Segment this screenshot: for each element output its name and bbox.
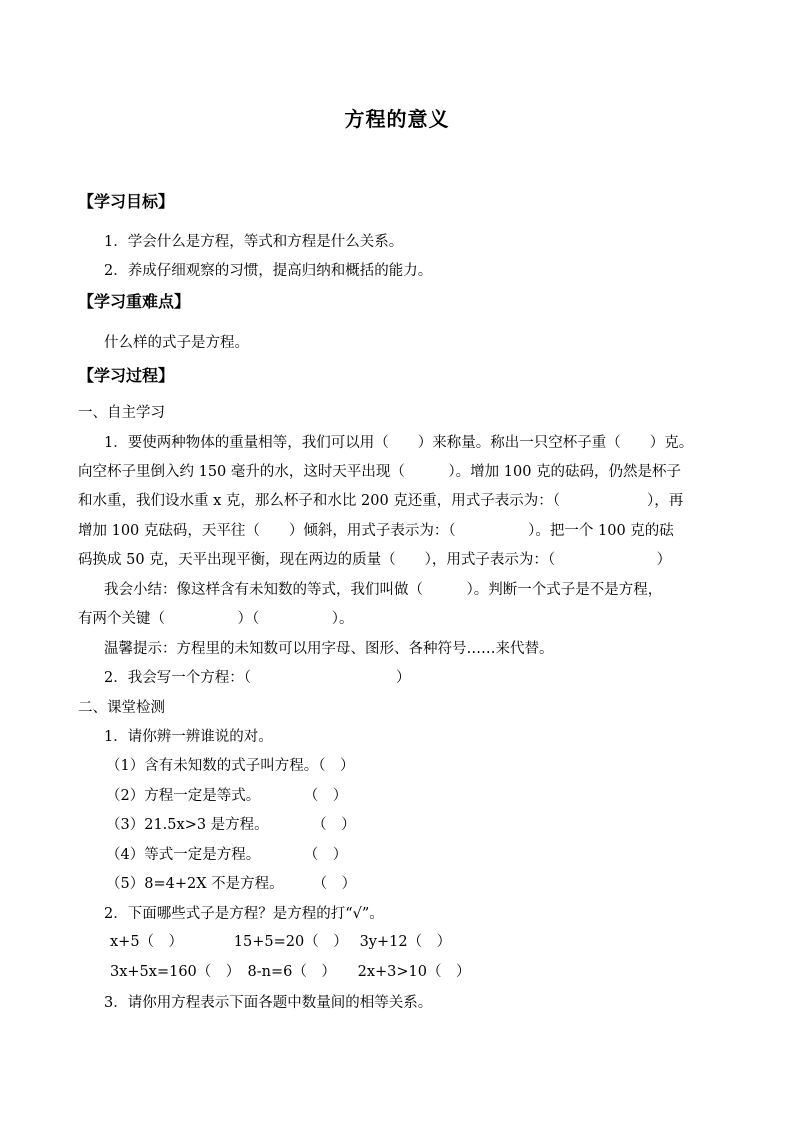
key-points-heading: 【学习重难点】 [78, 292, 191, 311]
expression-row: x+5（ ） 15+5=20（ ） 3y+12（ ） [110, 934, 452, 950]
write-equation-prompt: 2．我会写一个方程：（ ） [104, 670, 411, 686]
paragraph-line: 1．要使两种物体的重量相等，我们可以用（ ）来称量。称出一只空杯子重（ ）克。 [104, 435, 694, 451]
process-heading: 【学习过程】 [78, 366, 175, 385]
part1-heading: 一、自主学习 [78, 405, 165, 421]
paragraph-line: 向空杯子里倒入约 150 毫升的水，这时天平出现（ ）。增加 100 克的砝码，仍然是杯子 [78, 464, 682, 480]
expression-row: 3x+5x=160（ ） 8-n=6（ ） 2x+3>10（ ） [110, 964, 471, 980]
paragraph-line: 码换成 50 克，天平出现平衡，现在两边的质量（ ），用式子表示为：（ ） [78, 552, 672, 568]
goal-item-2: 2．养成仔细观察的习惯，提高归纳和概括的能力。 [104, 263, 433, 279]
q2-heading: 2．下面哪些式子是方程？是方程的打“√”。 [104, 906, 384, 922]
goals-heading: 【学习目标】 [78, 192, 175, 211]
goal-item-1: 1．学会什么是方程，等式和方程是什么关系。 [104, 234, 404, 250]
summary-line: 我会小结：像这样含有未知数的等式，我们叫做（ ）。判断一个式子是不是方程， [104, 582, 663, 598]
q1-heading: 1．请你辨一辨谁说的对。 [104, 729, 273, 745]
judge-item: （4）等式一定是方程。 （ ） [106, 847, 348, 863]
judge-item: （2）方程一定是等式。 （ ） [106, 788, 348, 804]
judge-item: （5）8=4+2X 不是方程。 （ ） [106, 876, 357, 892]
key-points-text: 什么样的式子是方程。 [104, 335, 249, 351]
tip-text: 温馨提示：方程里的未知数可以用字母、图形、各种符号……来代替。 [104, 641, 554, 657]
q3-heading: 3．请你用方程表示下面各题中数量间的相等关系。 [104, 995, 433, 1011]
paragraph-line: 和水重，我们设水重 x 克，那么杯子和水比 200 克还重，用式子表示为：（ ），再 [78, 493, 684, 509]
paragraph-line: 增加 100 克砝码，天平往（ ）倾斜，用式子表示为：（ ）。把一个 100 克的砝 [78, 523, 674, 539]
summary-line: 有两个关键（ ）（ ）。 [78, 611, 354, 627]
judge-item: （3）21.5x>3 是方程。 （ ） [106, 817, 356, 833]
page-title: 方程的意义 [344, 107, 450, 131]
part2-heading: 二、课堂检测 [78, 700, 165, 716]
judge-item: （1）含有未知数的式子叫方程。（ ） [106, 758, 355, 774]
